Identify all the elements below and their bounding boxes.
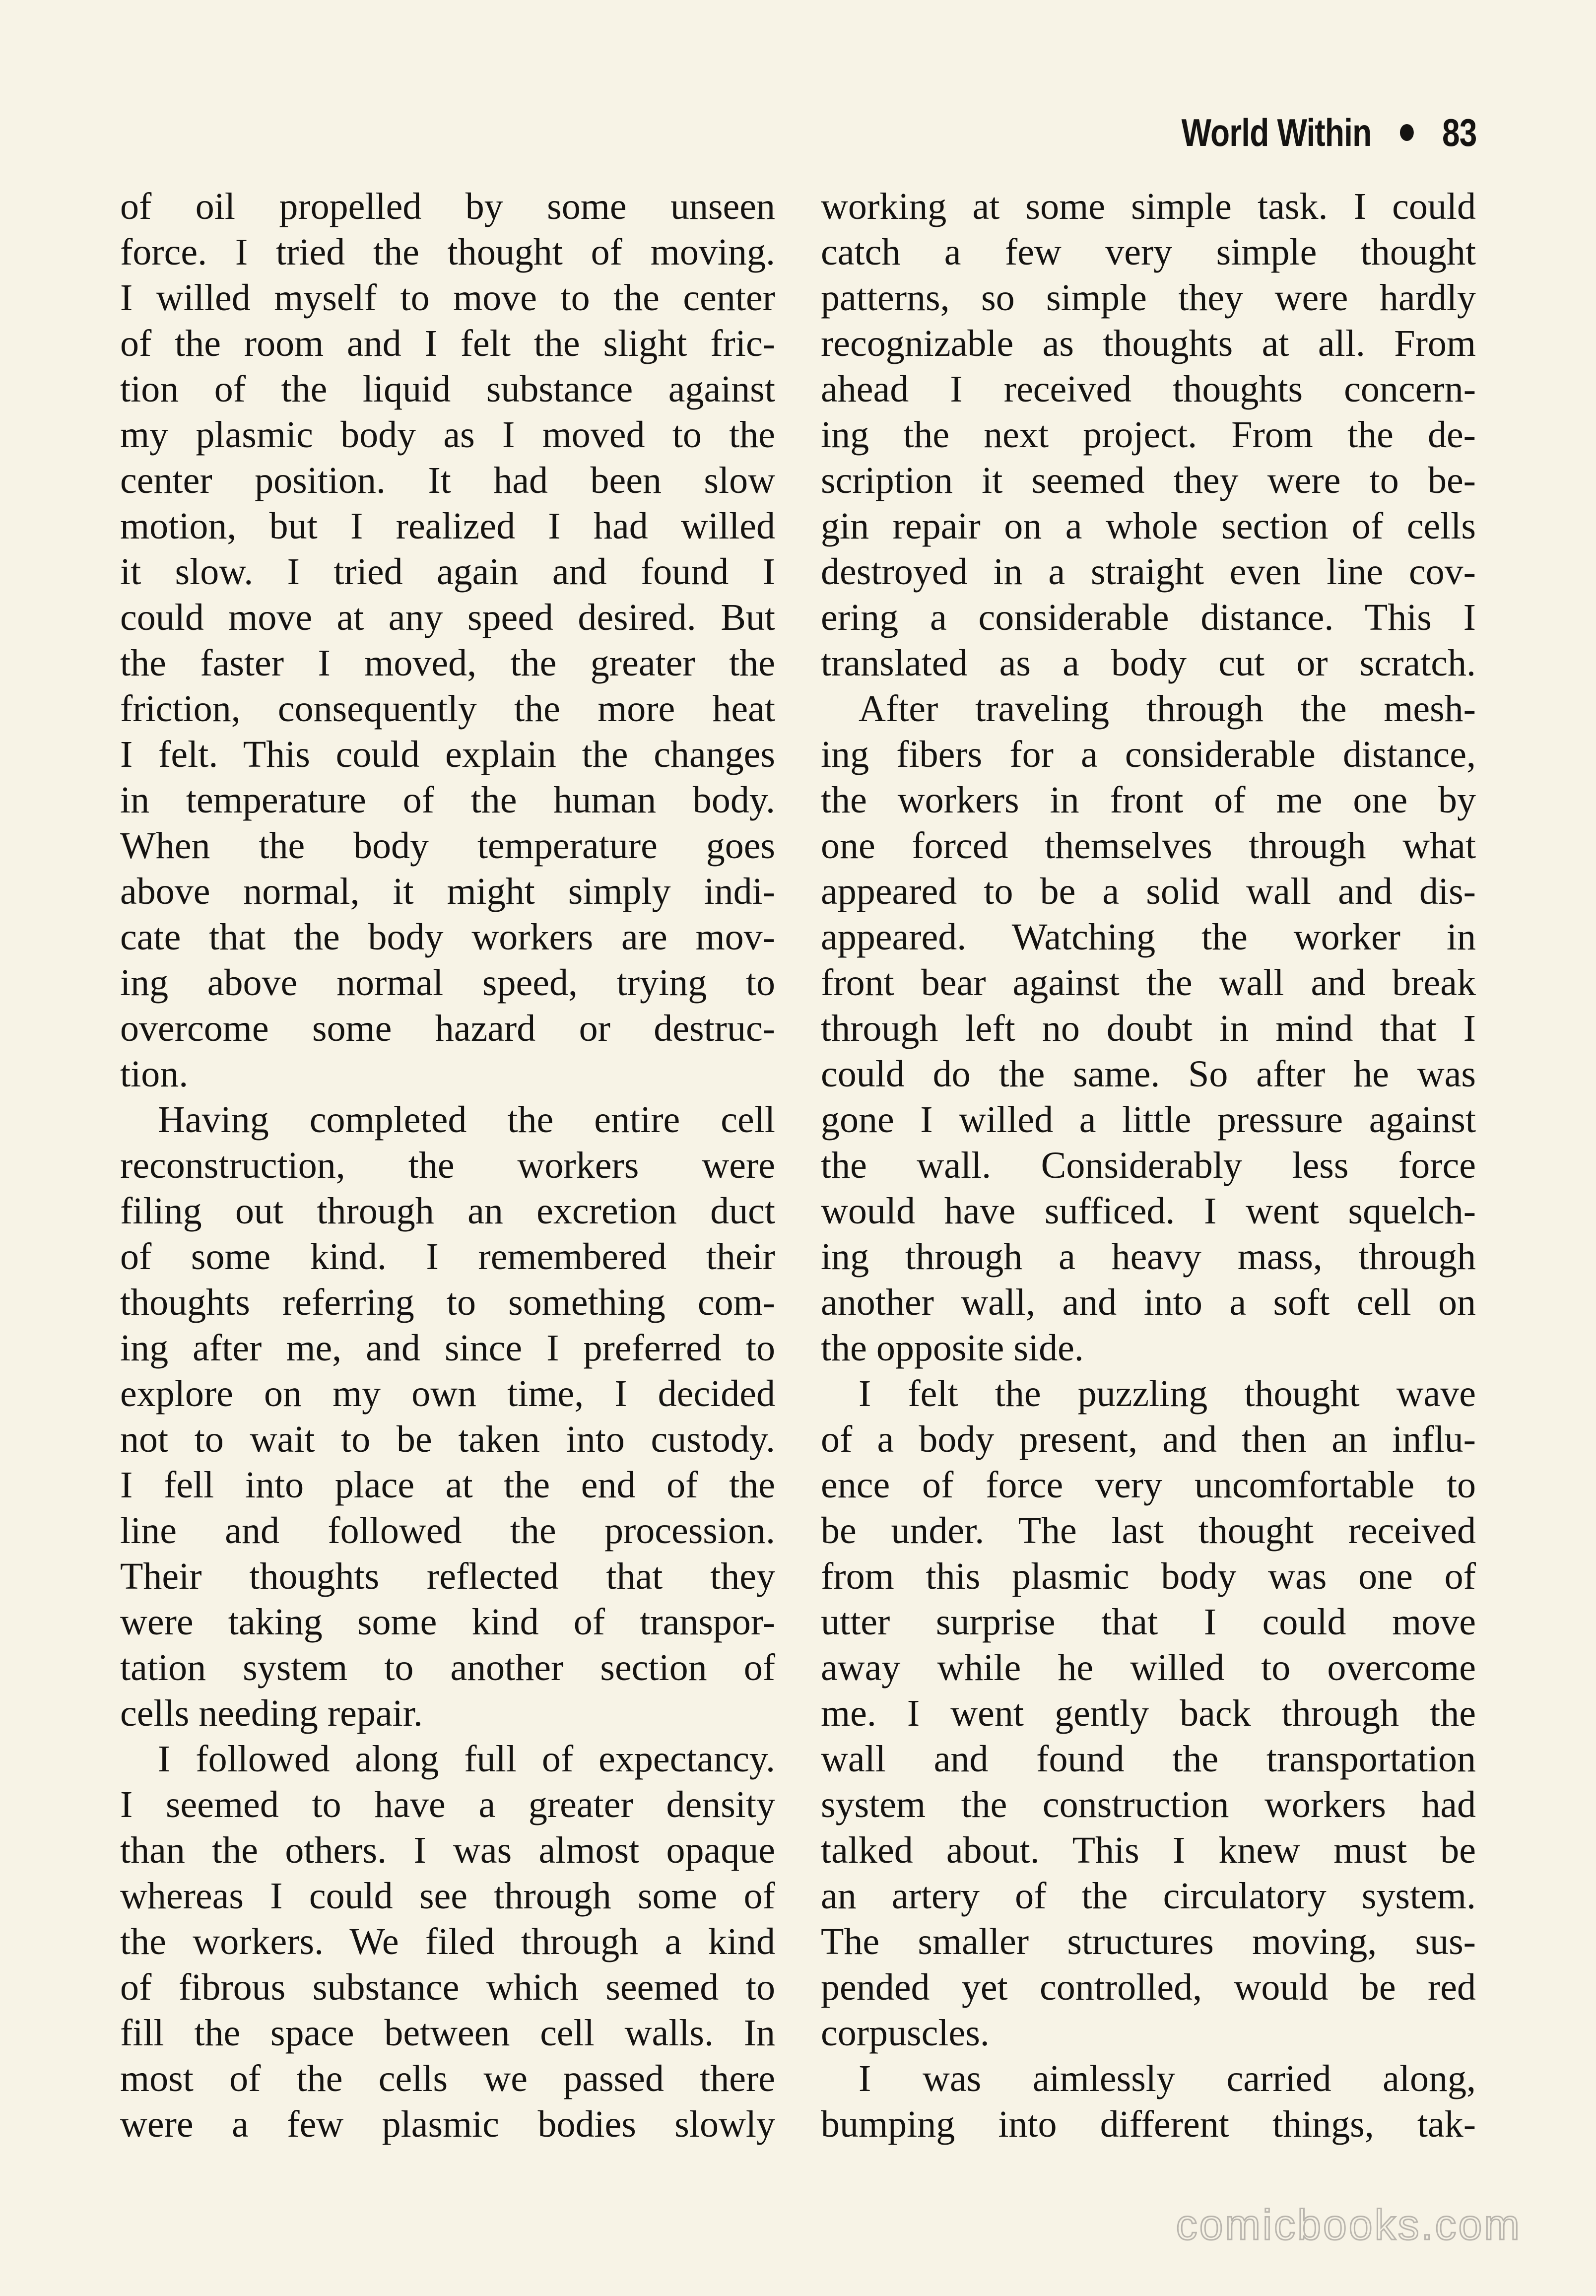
text-line: of fibrous substance which seemed to xyxy=(120,1966,775,2008)
text-line: one forced themselves through what xyxy=(821,825,1476,867)
text-line: the wall. Considerably less force xyxy=(821,1145,1476,1186)
text-line: Their thoughts reflected that they xyxy=(120,1555,775,1597)
text-line: of a body present, and then an influ- xyxy=(821,1418,1476,1460)
text-line: After traveling through the mesh- xyxy=(859,688,1476,730)
text-line: whereas I could see through some of xyxy=(120,1875,775,1917)
text-line: When the body temperature goes xyxy=(120,825,775,867)
text-line: the workers. We filed through a kind xyxy=(120,1921,775,1962)
text-line: ence of force very uncomfortable to xyxy=(821,1464,1476,1506)
text-line: talked about. This I knew must be xyxy=(821,1829,1476,1871)
text-line: tion. xyxy=(120,1053,189,1095)
text-line: force. I tried the thought of moving. xyxy=(120,231,775,273)
text-line: reconstruction, the workers were xyxy=(120,1145,775,1186)
text-line: translated as a body cut or scratch. xyxy=(821,642,1476,684)
bullet-icon xyxy=(1400,124,1414,141)
text-line: than the others. I was almost opaque xyxy=(120,1829,775,1871)
running-head xyxy=(1182,113,1477,152)
text-line: through left no doubt in mind that I xyxy=(821,1008,1476,1049)
watermark: comicbooks.com xyxy=(1176,2201,1522,2249)
text-line: could move at any speed desired. But xyxy=(120,597,775,638)
text-line: of oil propelled by some unseen xyxy=(120,186,775,227)
text-line: I followed along full of expectancy. xyxy=(158,1738,775,1780)
text-line: me. I went gently back through the xyxy=(821,1692,1476,1734)
text-line: fill the space between cell walls. In xyxy=(120,2012,775,2054)
text-line: not to wait to be taken into custody. xyxy=(120,1418,775,1460)
text-line: ahead I received thoughts concern- xyxy=(821,368,1476,410)
text-line: above normal, it might simply indi- xyxy=(120,871,775,912)
text-line: in temperature of the human body. xyxy=(120,779,775,821)
text-line: I was aimlessly carried along, xyxy=(859,2058,1476,2099)
text-column-left xyxy=(120,184,775,2147)
text-line: appeared to be a solid wall and dis- xyxy=(821,871,1476,912)
text-line: the opposite side. xyxy=(821,1327,1084,1369)
text-line: motion, but I realized I had willed xyxy=(120,505,775,547)
text-line: ing after me, and since I preferred to xyxy=(120,1327,775,1369)
text-line: ing the next project. From the de- xyxy=(821,414,1476,456)
text-line: away while he willed to overcome xyxy=(821,1647,1476,1688)
text-line: of the room and I felt the slight fric- xyxy=(120,323,775,364)
page-number: 83 xyxy=(1442,111,1477,154)
text-line: it slow. I tried again and found I xyxy=(120,551,775,593)
text-line: destroyed in a straight even line cov- xyxy=(821,551,1476,593)
text-line: my plasmic body as I moved to the xyxy=(120,414,775,456)
text-line: I willed myself to move to the center xyxy=(120,277,775,319)
text-line: bumping into different things, tak- xyxy=(821,2103,1476,2145)
text-line: overcome some hazard or destruc- xyxy=(120,1008,775,1049)
text-line: I felt. This could explain the changes xyxy=(120,734,775,775)
text-line: catch a few very simple thought xyxy=(821,231,1476,273)
text-line: patterns, so simple they were hardly xyxy=(821,277,1476,319)
text-line: wall and found the transportation xyxy=(821,1738,1476,1780)
text-line: the faster I moved, the greater the xyxy=(120,642,775,684)
text-line: The smaller structures moving, sus- xyxy=(821,1921,1476,1962)
text-line: corpuscles. xyxy=(821,2012,990,2054)
text-line: tion of the liquid substance against xyxy=(120,368,775,410)
text-line: friction, consequently the more heat xyxy=(120,688,775,730)
text-line: I felt the puzzling thought wave xyxy=(859,1373,1476,1415)
text-line: were taking some kind of transpor- xyxy=(120,1601,775,1643)
text-line: I seemed to have a greater density xyxy=(120,1784,775,1825)
text-line: I fell into place at the end of the xyxy=(120,1464,775,1506)
text-line: explore on my own time, I decided xyxy=(120,1373,775,1415)
text-line: another wall, and into a soft cell on xyxy=(821,1282,1476,1323)
text-line: be under. The last thought received xyxy=(821,1510,1476,1552)
text-line: an artery of the circulatory system. xyxy=(821,1875,1476,1917)
text-line: recognizable as thoughts at all. From xyxy=(821,323,1476,364)
text-line: center position. It had been slow xyxy=(120,460,775,501)
text-line: of some kind. I remembered their xyxy=(120,1236,775,1278)
text-line: tation system to another section of xyxy=(120,1647,775,1688)
text-line: gone I willed a little pressure against xyxy=(821,1099,1476,1141)
text-line: would have sufficed. I went squelch- xyxy=(821,1190,1476,1232)
text-line: ing above normal speed, trying to xyxy=(120,962,775,1004)
text-line: filing out through an excretion duct xyxy=(120,1190,775,1232)
text-line: scription it seemed they were to be- xyxy=(821,460,1476,501)
text-line: working at some simple task. I could xyxy=(821,186,1476,227)
text-line: ing through a heavy mass, through xyxy=(821,1236,1476,1278)
text-line: gin repair on a whole section of cells xyxy=(821,505,1476,547)
text-line: ering a considerable distance. This I xyxy=(821,597,1476,638)
text-line: front bear against the wall and break xyxy=(821,962,1476,1004)
text-line: cate that the body workers are mov- xyxy=(120,916,775,958)
text-line: system the construction workers had xyxy=(821,1784,1476,1825)
text-line: thoughts referring to something com- xyxy=(120,1282,775,1323)
text-line: ing fibers for a considerable distance, xyxy=(821,734,1476,775)
text-line: Having completed the entire cell xyxy=(158,1099,775,1141)
text-line: cells needing repair. xyxy=(120,1692,423,1734)
text-line: appeared. Watching the worker in xyxy=(821,916,1476,958)
text-line: pended yet controlled, would be red xyxy=(821,1966,1476,2008)
text-line: were a few plasmic bodies slowly xyxy=(120,2103,775,2145)
text-line: could do the same. So after he was xyxy=(821,1053,1476,1095)
text-line: from this plasmic body was one of xyxy=(821,1555,1476,1597)
running-head-title: World Within xyxy=(1182,111,1372,154)
text-line: utter surprise that I could move xyxy=(821,1601,1476,1643)
text-line: the workers in front of me one by xyxy=(821,779,1476,821)
text-column-right xyxy=(821,184,1476,2147)
text-line: most of the cells we passed there xyxy=(120,2058,775,2099)
text-line: line and followed the procession. xyxy=(120,1510,775,1552)
